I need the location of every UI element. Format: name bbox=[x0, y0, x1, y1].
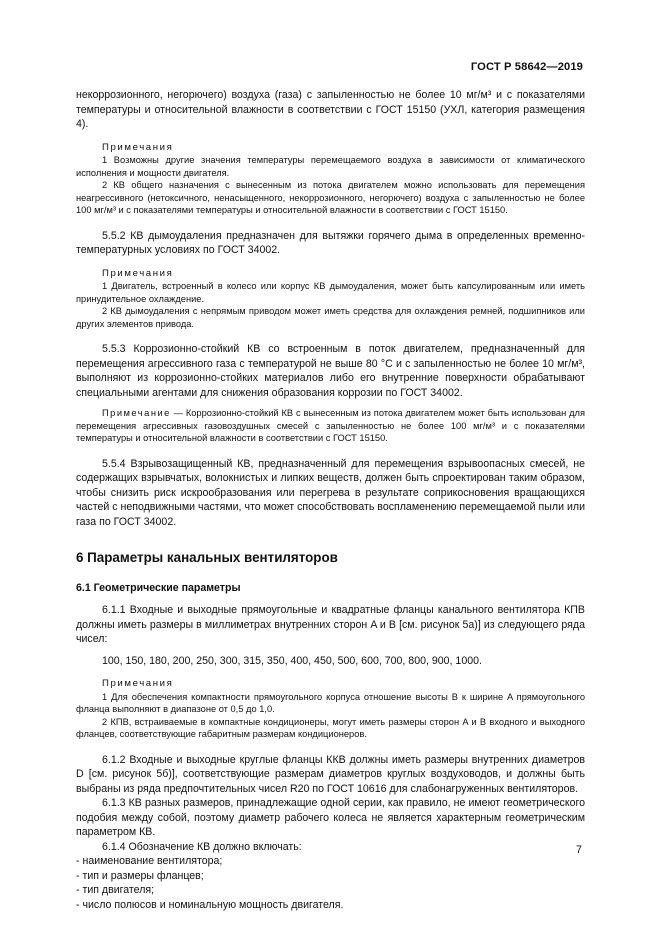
list-item: - число полюсов и номинальную мощность двигателя. bbox=[76, 898, 344, 911]
notes-heading: Примечания bbox=[102, 141, 174, 153]
list-item: - тип и размеры фланцев; bbox=[76, 869, 204, 882]
paragraph-6-1-1: 6.1.1 Входные и выходные прямоугольные и квадратные фланцы канального вентилятора КПВ должны иметь размеры в миллиметрах внутренних сторон A и B [см. рисунок 5а)] из следующего ряда чисел: bbox=[76, 604, 585, 645]
note-item: 1 Возможны другие значения температуры перемещаемого воздуха в зависимости от климатического исполнения и мощности двигателя. bbox=[76, 155, 585, 178]
note-text: — Коррозионно-стойкий КВ с вынесенным из потока двигателем может быть использован для перемещения агрессивных газовоздушных смесей с запыленностью не более 100 мг/м³ и с показателями температуры и относительной влажности в соответствии с ГОСТ 15150. bbox=[76, 408, 585, 443]
page-content bbox=[76, 88, 585, 912]
page-number: 7 bbox=[576, 844, 582, 856]
paragraph-5-5-2: 5.5.2 КВ дымоудаления предназначен для вытяжки горячего дыма в определенных временно-температурных условиях по ГОСТ 34002. bbox=[76, 229, 585, 256]
list-item: - тип двигателя; bbox=[76, 884, 155, 896]
notes-heading: Примечания bbox=[102, 678, 174, 689]
note-single bbox=[76, 407, 585, 445]
list-item: - наименование вентилятора; bbox=[76, 855, 223, 867]
standard-code: ГОСТ Р 58642—2019 bbox=[470, 61, 583, 73]
notes-heading: Примечания bbox=[102, 267, 174, 279]
number-series: 100, 150, 180, 200, 250, 300, 315, 350, 400, 450, 500, 600, 700, 800, 900, 1000. bbox=[102, 654, 482, 667]
note-item: 2 КВ общего назначения с вынесенным из потока двигателем можно использовать для перемещения неагрессивного (нетоксичного, ненасыщенного, некоррозионного, негорючего) воздуха с запыленностью не более 100 мг/м³ и с показателями температуры и относительной влажности в соответствии с ГОСТ 15150. bbox=[76, 180, 585, 215]
designation-list bbox=[76, 854, 585, 912]
note-label: Примечание bbox=[102, 408, 171, 418]
paragraph-intro: некоррозионного, негорючего) воздуха (газа) с запыленностью не более 10 мг/м³ и с показателями температуры и относительной влажности в соответствии с ГОСТ 15150 (УХЛ, категория размещения 4). bbox=[76, 89, 585, 130]
note-item: 1 Для обеспечения компактности прямоугольного корпуса отношение высоты B к ширине A прямоугольного фланца выполняют в диапазоне от 0,5 до 1,0. bbox=[76, 691, 585, 714]
paragraph-6-1-2: 6.1.2 Входные и выходные круглые фланцы ККВ должны иметь размеры внутренних диаметров D [см. рисунок 5б)], соответствующие размерам диаметров круглых воздуховодов, и должны быть выбраны из ряда предпочтительных чисел R20 по ГОСТ 10616 для слабонагруженных вентиляторов. bbox=[76, 753, 585, 795]
paragraph-6-1-3: 6.1.3 КВ разных размеров, принадлежащие одной серии, как правило, не имеют геометрического подобия между собой, поэтому диаметр рабочего колеса не является характерным геометрическим параметром КВ. bbox=[76, 797, 585, 838]
paragraph-6-1-4: 6.1.4 Обозначение КВ должно включать: bbox=[102, 840, 302, 853]
note-item: 1 Двигатель, встроенный в колесо или корпус КВ дымоудаления, может быть капсулированным или иметь принудительное охлаждение. bbox=[76, 281, 585, 304]
note-item: 2 КПВ, встраиваемые в компактные кондиционеры, могут иметь размеры сторон A и B входного и выходного фланцев, соответствующие габаритным размерам кондиционеров. bbox=[76, 716, 585, 739]
subsection-heading: 6.1 Геометрические параметры bbox=[76, 582, 241, 594]
note-item: 2 КВ дымоудаления с непрямым приводом может иметь средства для охлаждения ремней, подшипников или других элементов привода. bbox=[76, 306, 585, 329]
paragraph-5-5-4: 5.5.4 Взрывозащищенный КВ, предназначенный для перемещения взрывоопасных смесей, не содержащих взрывчатых, волокнистых и липких веществ, должен быть спроектирован таким образом, чтобы снизить риск искрообразования или перегрева в результате соприкосновения вращающихся частей с неподвижными частями, что может способствовать воспламенению перемещаемой пыли или газа по ГОСТ 34002. bbox=[76, 457, 585, 528]
section-heading: 6 Параметры канальных вентиляторов bbox=[76, 550, 338, 565]
paragraph-5-5-3: 5.5.3 Коррозионно-стойкий КВ со встроенным в поток двигателем, предназначенный для перемещения агрессивного газа с температурой не выше 80 °С и с запыленностью не более 10 мг/м³, выполняют из коррозионно-стойких материалов либо его внутренние поверхности обрабатывают специальными агентами для снижения образования коррозии по ГОСТ 34002. bbox=[76, 343, 585, 399]
